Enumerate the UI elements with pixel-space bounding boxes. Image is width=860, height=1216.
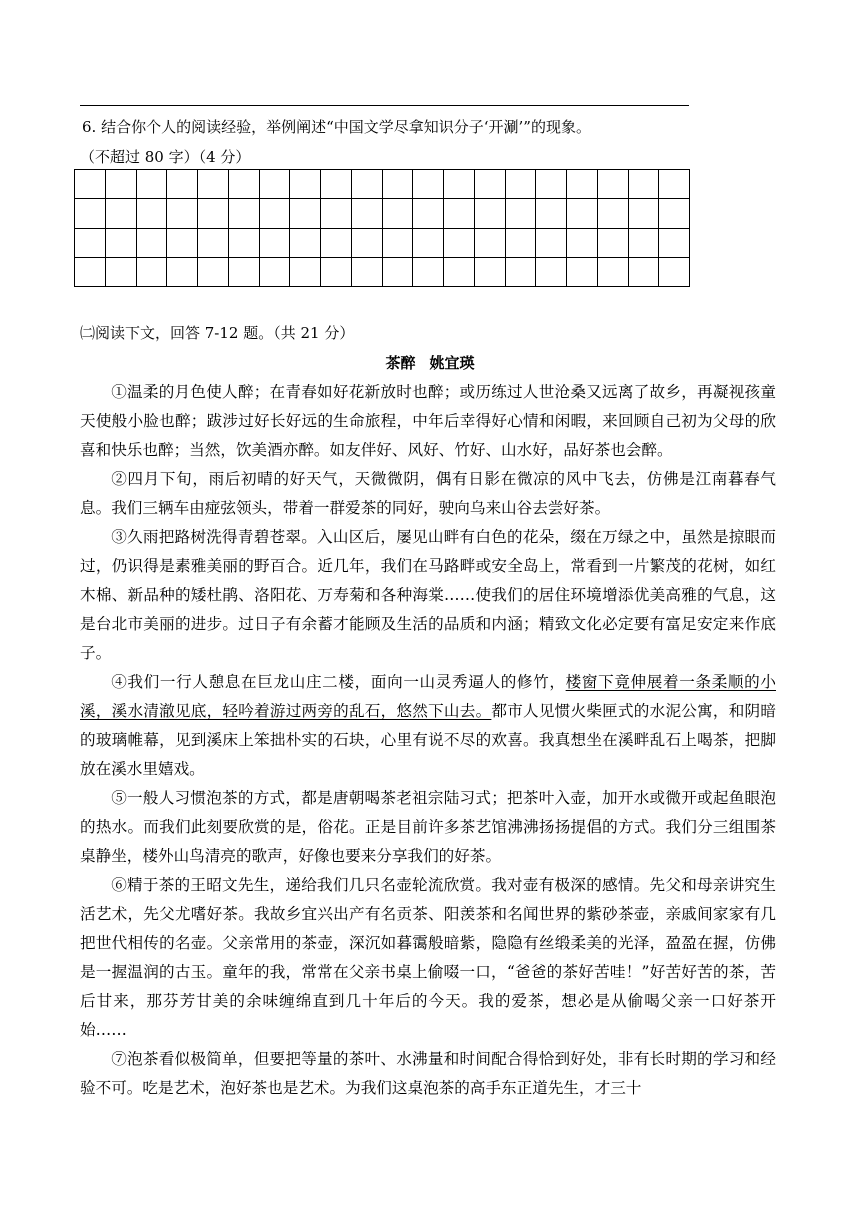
answer-cell[interactable] bbox=[75, 199, 106, 228]
answer-cell[interactable] bbox=[106, 199, 137, 228]
answer-cell[interactable] bbox=[383, 170, 414, 199]
answer-cell[interactable] bbox=[567, 229, 598, 258]
answer-cell[interactable] bbox=[629, 229, 660, 258]
paragraph-1: ①温柔的月色使人醉；在青春如好花新放时也醉；或历练过人世沧桑又远离了故乡，再凝视孩童天使般小脸也醉；跋涉过好长好远的生命旅程，中年后幸得好心情和闲暇，来回顾自己初为父母的欣喜和快乐也醉；当然，饮美酒亦醉。如友伴好、风好、竹好、山水好，品好茶也会醉。 bbox=[80, 383, 776, 459]
answer-cell[interactable] bbox=[321, 170, 352, 199]
answer-cell[interactable] bbox=[260, 229, 291, 258]
answer-cell[interactable] bbox=[536, 170, 567, 199]
answer-cell[interactable] bbox=[506, 258, 537, 287]
answer-cell[interactable] bbox=[475, 229, 506, 258]
answer-cell[interactable] bbox=[229, 170, 260, 199]
answer-cell[interactable] bbox=[444, 258, 475, 287]
question-6-text: 6. 结合你个人的阅读经验，举例阐述“中国文学尽拿知识分子‘开涮’”的现象。 bbox=[82, 118, 591, 136]
answer-cell[interactable] bbox=[106, 258, 137, 287]
answer-cell[interactable] bbox=[383, 199, 414, 228]
answer-cell[interactable] bbox=[629, 170, 660, 199]
answer-cell[interactable] bbox=[506, 229, 537, 258]
answer-cell[interactable] bbox=[290, 170, 321, 199]
answer-cell[interactable] bbox=[567, 258, 598, 287]
answer-cell[interactable] bbox=[475, 199, 506, 228]
paragraph-6: ⑥精于茶的王昭文先生，递给我们几只名壶轮流欣赏。我对壶有极深的感情。先父和母亲讲究生活艺术，先父尤嗜好茶。我故乡宜兴出产有名贡茶、阳羡茶和名闻世界的紫砂茶壶，亲戚间家家有几把世代相传的名壶。父亲常用的茶壶，深沉如暮霭般暗紫，隐隐有丝缎柔美的光泽，盈盈在握，仿佛是一握温润的古玉。童年的我，常常在父亲书桌上偷啜一口，“爸爸的茶好苦哇！”好苦好苦的茶，苦后甘来，那芬芳甘美的余味缠绵直到几十年后的今天。我的爱茶，想必是从偷喝父亲一口好茶开始…… bbox=[80, 876, 776, 1039]
article-title: 茶醉 bbox=[385, 354, 416, 372]
answer-cell[interactable] bbox=[444, 199, 475, 228]
answer-cell[interactable] bbox=[137, 199, 168, 228]
answer-cell[interactable] bbox=[629, 199, 660, 228]
answer-cell[interactable] bbox=[352, 258, 383, 287]
answer-cell[interactable] bbox=[290, 258, 321, 287]
answer-cell[interactable] bbox=[352, 170, 383, 199]
answer-cell[interactable] bbox=[137, 170, 168, 199]
answer-cell[interactable] bbox=[229, 229, 260, 258]
answer-cell[interactable] bbox=[260, 170, 291, 199]
answer-cell[interactable] bbox=[598, 199, 629, 228]
paragraph-4-start: ④我们一行人憩息在巨龙山庄二楼，面向一山灵秀逼人的修竹， bbox=[111, 673, 566, 691]
paragraph-4 bbox=[80, 668, 776, 784]
paragraph-7: ⑦泡茶看似极简单，但要把等量的茶叶、水沸量和时间配合得恰到好处，非有长时期的学习和经验不可。吃是艺术，泡好茶也是艺术。为我们这桌泡茶的高手东正道先生，才三十 bbox=[80, 1050, 776, 1097]
answer-cell[interactable] bbox=[536, 258, 567, 287]
answer-cell[interactable] bbox=[198, 199, 229, 228]
answer-cell[interactable] bbox=[475, 258, 506, 287]
answer-line bbox=[80, 105, 689, 106]
section-heading: ㈡阅读下文，回答 7-12 题。（共 21 分） bbox=[80, 324, 355, 342]
answer-cell[interactable] bbox=[352, 229, 383, 258]
answer-cell[interactable] bbox=[475, 170, 506, 199]
answer-cell[interactable] bbox=[167, 229, 198, 258]
article-author: 姚宜瑛 bbox=[429, 354, 475, 372]
answer-cell[interactable] bbox=[629, 258, 660, 287]
paragraph-4-end: 都市人见惯火柴匣式的水泥公寓，和阴暗的玻璃帷幕，见到溪床上笨拙朴实的石块，心里有说不尽的欢喜。我真想坐在溪畔乱石上喝茶，把脚放在溪水里嬉戏。 bbox=[80, 702, 776, 778]
answer-grid[interactable] bbox=[74, 169, 690, 287]
answer-cell[interactable] bbox=[444, 229, 475, 258]
answer-cell[interactable] bbox=[413, 258, 444, 287]
answer-cell[interactable] bbox=[506, 199, 537, 228]
article-body bbox=[80, 378, 776, 1103]
question-6-note: （不超过 80 字）（4 分） bbox=[80, 148, 251, 166]
answer-cell[interactable] bbox=[659, 199, 690, 228]
answer-cell[interactable] bbox=[659, 258, 690, 287]
answer-cell[interactable] bbox=[106, 170, 137, 199]
underlined-sentence: 楼窗下竟伸展着一条柔顺的小溪，溪水清澈见底，轻吟着游过两旁的乱石，悠然下山去。 bbox=[80, 673, 776, 720]
answer-cell[interactable] bbox=[290, 229, 321, 258]
answer-cell[interactable] bbox=[659, 229, 690, 258]
answer-cell[interactable] bbox=[260, 199, 291, 228]
answer-cell[interactable] bbox=[598, 229, 629, 258]
answer-cell[interactable] bbox=[106, 229, 137, 258]
answer-cell[interactable] bbox=[167, 258, 198, 287]
paragraph-2: ②四月下旬，雨后初晴的好天气，天微微阴，偶有日影在微凉的风中飞去，仿佛是江南暮春气息。我们三辆车由痖弦领头，带着一群爱茶的同好，驶向乌来山谷去尝好茶。 bbox=[80, 470, 776, 517]
answer-cell[interactable] bbox=[413, 170, 444, 199]
answer-cell[interactable] bbox=[75, 170, 106, 199]
answer-cell[interactable] bbox=[198, 170, 229, 199]
answer-cell[interactable] bbox=[75, 229, 106, 258]
answer-cell[interactable] bbox=[383, 258, 414, 287]
paragraph-5: ⑤一般人习惯泡茶的方式，都是唐朝喝茶老祖宗陆习式；把茶叶入壶，加开水或微开或起鱼眼泡的热水。而我们此刻要欣赏的是，俗花。正是目前许多茶艺馆沸沸扬扬提倡的方式。我们分三组围茶桌静坐，楼外山鸟清亮的歌声，好像也要来分享我们的好茶。 bbox=[80, 789, 776, 865]
answer-cell[interactable] bbox=[413, 229, 444, 258]
answer-cell[interactable] bbox=[229, 199, 260, 228]
answer-cell[interactable] bbox=[567, 199, 598, 228]
paragraph-3: ③久雨把路树洗得青碧苍翠。入山区后，屡见山畔有白色的花朵，缀在万绿之中，虽然是掠眼而过，仍识得是素雅美丽的野百合。近几年，我们在马路畔或安全岛上，常看到一片繁茂的花树，如红木棉、新品种的矮杜鹃、洛阳花、万寿菊和各种海棠……使我们的居住环境增添优美高雅的气息，这是台北市美丽的进步。过日子有余蓄才能顾及生活的品质和内涵；精致文化必定要有富足安定来作底子。 bbox=[80, 528, 776, 662]
answer-cell[interactable] bbox=[352, 199, 383, 228]
answer-cell[interactable] bbox=[167, 170, 198, 199]
answer-cell[interactable] bbox=[598, 258, 629, 287]
answer-cell[interactable] bbox=[413, 199, 444, 228]
answer-cell[interactable] bbox=[321, 258, 352, 287]
answer-cell[interactable] bbox=[536, 229, 567, 258]
answer-cell[interactable] bbox=[383, 229, 414, 258]
answer-cell[interactable] bbox=[137, 258, 168, 287]
answer-cell[interactable] bbox=[321, 229, 352, 258]
answer-cell[interactable] bbox=[290, 199, 321, 228]
answer-cell[interactable] bbox=[567, 170, 598, 199]
article-title-line bbox=[0, 352, 860, 374]
answer-cell[interactable] bbox=[598, 170, 629, 199]
answer-cell[interactable] bbox=[229, 258, 260, 287]
answer-cell[interactable] bbox=[321, 199, 352, 228]
answer-cell[interactable] bbox=[260, 258, 291, 287]
answer-cell[interactable] bbox=[198, 229, 229, 258]
answer-cell[interactable] bbox=[75, 258, 106, 287]
answer-cell[interactable] bbox=[506, 170, 537, 199]
answer-cell[interactable] bbox=[659, 170, 690, 199]
answer-cell[interactable] bbox=[167, 199, 198, 228]
answer-cell[interactable] bbox=[536, 199, 567, 228]
answer-cell[interactable] bbox=[137, 229, 168, 258]
answer-cell[interactable] bbox=[198, 258, 229, 287]
answer-cell[interactable] bbox=[444, 170, 475, 199]
